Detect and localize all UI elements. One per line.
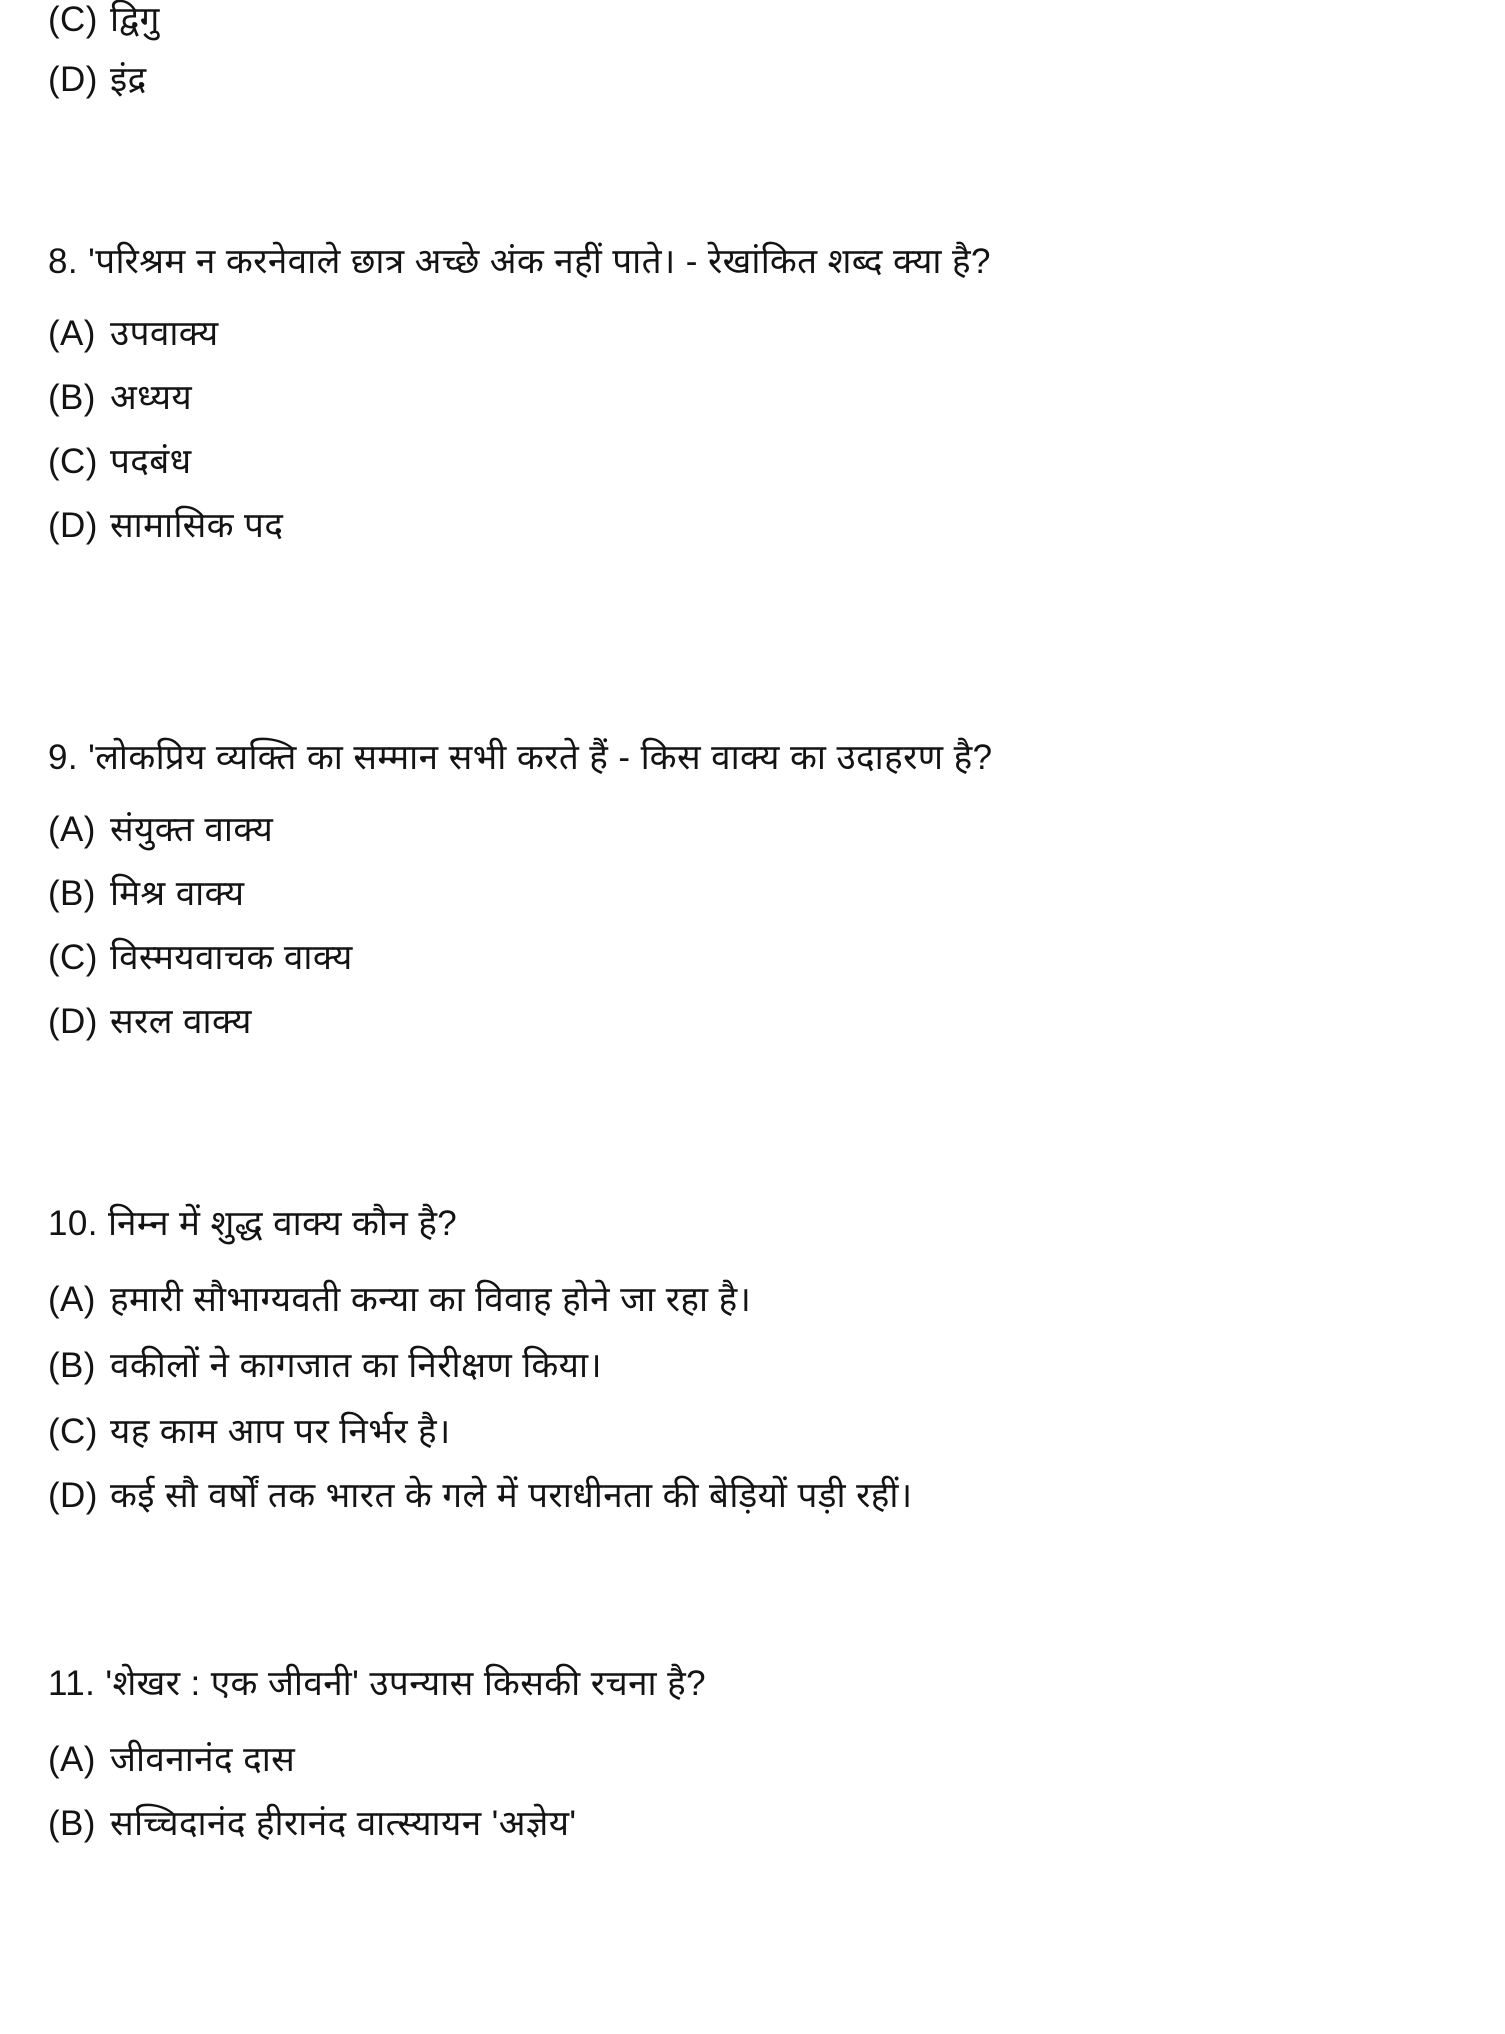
option-text: द्विगु	[110, 0, 160, 39]
option-tag: (D)	[48, 1476, 98, 1515]
option-row	[48, 876, 244, 911]
option-text: सामासिक पद	[110, 506, 284, 545]
option-row	[48, 1282, 751, 1317]
option-tag: (B)	[48, 378, 96, 417]
option-tag: (C)	[48, 0, 98, 39]
option-row	[48, 1004, 252, 1039]
option-text: उपवाक्य	[110, 314, 219, 353]
option-text: वकीलों ने कागजात का निरीक्षण किया।	[110, 1346, 603, 1385]
option-text: जीवनानंद दास	[110, 1740, 296, 1779]
option-text: सरल वाक्य	[110, 1002, 252, 1041]
option-tag: (C)	[48, 1412, 98, 1451]
option-tag: (D)	[48, 60, 98, 99]
option-tag: (C)	[48, 442, 98, 481]
option-text: पदबंध	[110, 442, 192, 481]
question-stem: 11. 'शेखर : एक जीवनी' उपन्यास किसकी रचना है?	[48, 1664, 706, 1703]
option-text: विस्मयवाचक वाक्य	[110, 938, 353, 977]
option-row	[48, 444, 192, 479]
option-tag: (A)	[48, 1740, 96, 1779]
option-row	[48, 380, 192, 415]
option-text: सच्चिदानंद हीरानंद वात्स्यायन 'अज्ञेय'	[110, 1804, 577, 1843]
option-row	[48, 1806, 577, 1841]
option-text: इंद्र	[110, 60, 147, 99]
option-row	[48, 940, 353, 975]
question-stem: 9. 'लोकप्रिय व्यक्ति का सम्मान सभी करते हैं - किस वाक्य का उदाहरण है?	[48, 738, 993, 777]
option-tag: (B)	[48, 874, 96, 913]
option-row	[48, 812, 273, 847]
option-tag: (D)	[48, 1002, 98, 1041]
option-text: हमारी सौभाग्यवती कन्या का विवाह होने जा रहा है।	[110, 1280, 752, 1319]
question-stem: 8. 'परिश्रम न करनेवाले छात्र अच्छे अंक नहीं पाते। - रेखांकित शब्द क्या है?	[48, 242, 991, 281]
option-tag: (A)	[48, 314, 96, 353]
option-row	[48, 1348, 602, 1383]
option-row	[48, 508, 283, 543]
option-tag: (B)	[48, 1804, 96, 1843]
option-text: मिश्र वाक्य	[110, 874, 245, 913]
option-row	[48, 2, 160, 37]
option-row	[48, 316, 219, 351]
option-tag: (A)	[48, 810, 96, 849]
option-tag: (D)	[48, 506, 98, 545]
option-row	[48, 1414, 451, 1449]
option-row	[48, 62, 147, 97]
option-tag: (A)	[48, 1280, 96, 1319]
option-tag: (C)	[48, 938, 98, 977]
option-tag: (B)	[48, 1346, 96, 1385]
option-row	[48, 1742, 295, 1777]
option-text: अध्यय	[110, 378, 193, 417]
question-stem: 10. निम्न में शुद्ध वाक्य कौन है?	[48, 1204, 458, 1243]
option-text: यह काम आप पर निर्भर है।	[110, 1412, 451, 1451]
option-row	[48, 1478, 913, 1513]
option-text: संयुक्त वाक्य	[110, 810, 274, 849]
option-text: कई सौ वर्षों तक भारत के गले में पराधीनता की बेड़ियों पड़ी रहीं।	[110, 1476, 913, 1515]
